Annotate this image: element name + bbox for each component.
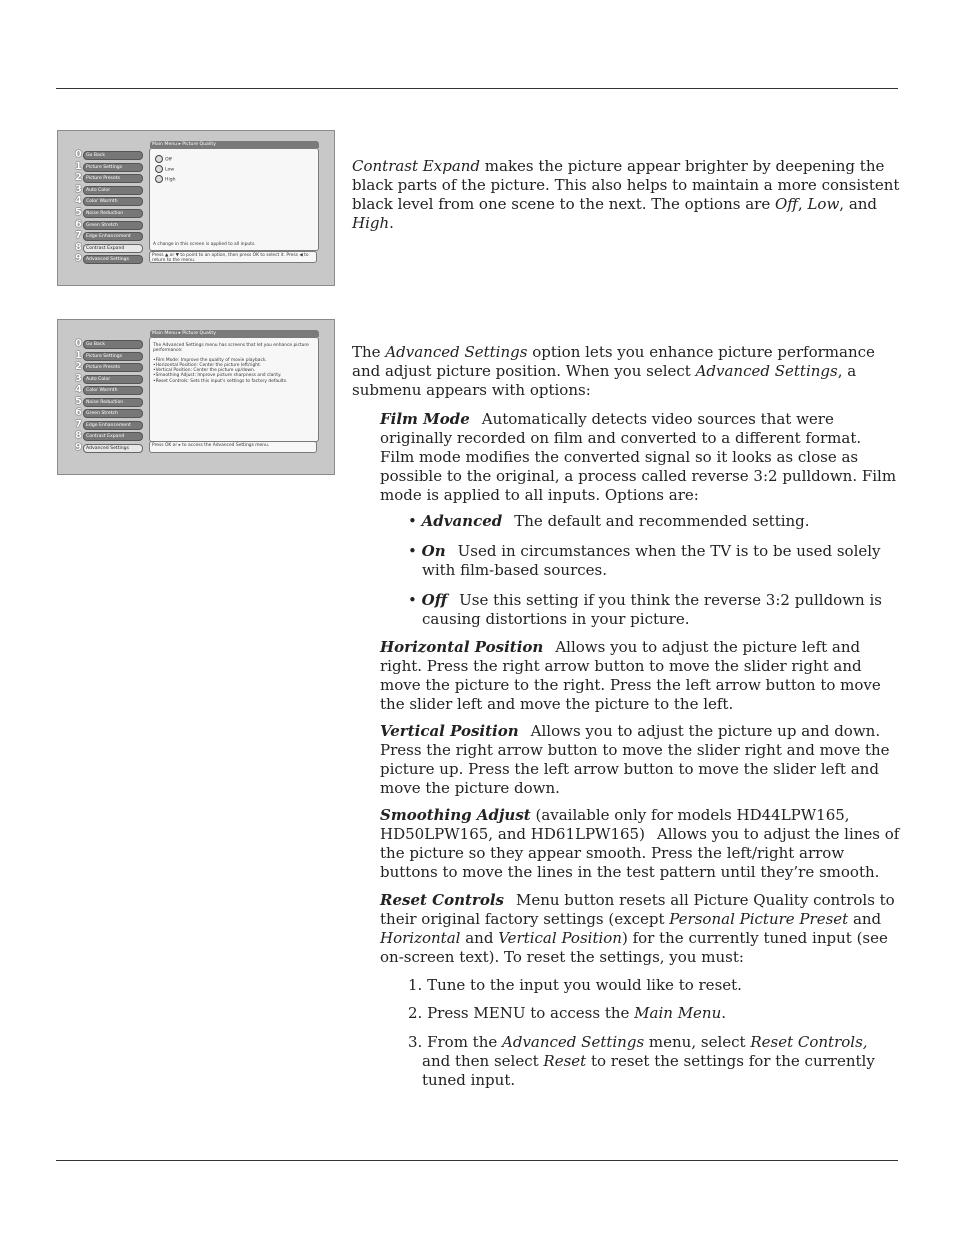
advanced-settings-paragraph: The Advanced Settings option lets you enhance picture performance and adjust picture position. When you select Advanced Settings, a submenu appears with options:	[352, 343, 875, 399]
panel-bullet: •Smoothing Adjust: Improve picture sharpness and clarity.	[153, 373, 282, 379]
menu-item[interactable]: 1 Picture Settings	[75, 162, 141, 174]
film-mode-option: • Advanced The default and recommended setting.	[408, 512, 810, 530]
menu-item[interactable]: 0 Go Back	[75, 150, 141, 162]
menu-item[interactable]: 7 Edge Enhancement	[75, 231, 141, 243]
reset-step-3: 3. From the Advanced Settings menu, select Reset Controls, and then select Reset to reset the settings for the currently tuned input.	[408, 1033, 875, 1089]
menu-item[interactable]: 6 Green Stretch	[75, 408, 141, 420]
menu-item[interactable]: 3 Auto Color	[75, 374, 141, 386]
menu-item[interactable]: 1 Picture Settings	[75, 351, 141, 363]
radio-icon	[155, 175, 163, 183]
panel-bullet: •Horizontal Position: Center the picture left/right.	[153, 362, 262, 368]
advanced-settings-screen	[57, 319, 335, 475]
menu-list	[75, 150, 141, 266]
menu-item-advanced-settings[interactable]: 9 Advanced Settings	[75, 443, 141, 455]
menu-item[interactable]: 5 Noise Reduction	[75, 397, 141, 409]
contrast-expand-paragraph: Contrast Expand makes the picture appear brighter by deepening the black parts of the picture. This also helps to maintain a more consistent black level from one scene to the next. The options are Off, Low, and High.	[352, 157, 900, 232]
menu-item-contrast-expand[interactable]: 8 Contrast Expand	[75, 243, 141, 255]
menu-item[interactable]: 5 Noise Reduction	[75, 208, 141, 220]
smoothing-adjust-paragraph: Smoothing Adjust (available only for models HD44LPW165, HD50LPW165, and HD61LPW165) Allows you to adjust the lines of the picture so they appear smooth. Press the left/right arrow buttons to move the lines in the test pattern until they’re smooth.	[380, 806, 900, 881]
panel-bullet: •Vertical Position: Center the picture up/down.	[153, 368, 256, 374]
menu-item[interactable]: 2 Picture Presets	[75, 362, 141, 374]
panel-bullet: •Film Mode: Improve the quality of movie playback.	[153, 357, 267, 363]
reset-step-2: 2. Press MENU to access the Main Menu.	[408, 1004, 727, 1022]
info-panel	[149, 337, 319, 442]
menu-item[interactable]: 8 Contrast Expand	[75, 431, 141, 443]
menu-item[interactable]: 0 Go Back	[75, 339, 141, 351]
option-off[interactable]: Off	[155, 155, 172, 163]
radio-icon	[155, 155, 163, 163]
menu-list	[75, 339, 141, 454]
menu-item[interactable]: 4 Color Warmth	[75, 196, 141, 208]
radio-icon	[155, 165, 163, 173]
menu-item[interactable]: 3 Auto Color	[75, 185, 141, 197]
film-mode-option: • Off Use this setting if you think the reverse 3:2 pulldown is causing distortions in your picture.	[408, 591, 882, 628]
reset-step-1: 1. Tune to the input you would like to reset.	[408, 976, 742, 994]
menu-item[interactable]: 9 Advanced Settings	[75, 254, 141, 266]
breadcrumb: Main Menu ▸ Picture Quality	[150, 330, 319, 337]
menu-item[interactable]: 7 Edge Enhancement	[75, 420, 141, 432]
top-rule	[56, 88, 898, 89]
panel-bullet: •Reset Controls: Sets this input's settings to factory defaults.	[153, 378, 288, 384]
reset-controls-paragraph: Reset Controls Menu button resets all Picture Quality controls to their original factory settings (except Personal Picture Preset and Horizontal and Vertical Position) for the currently tuned input (see on-screen text). To reset the settings, you must:	[380, 891, 895, 966]
contrast-expand-screen	[57, 130, 335, 286]
film-mode-paragraph: Film Mode Automatically detects video sources that were originally recorded on film and converted to a different format. Film mode modifies the converted signal so it looks as close as possible to the original, a process called reverse 3:2 pulldown. Film mode is applied to all inputs. Options are:	[380, 410, 897, 504]
panel-intro: The Advanced Settings menu has screens that let you enhance picture performance:	[153, 343, 309, 354]
options-panel	[149, 148, 319, 251]
menu-item[interactable]: 2 Picture Presets	[75, 173, 141, 185]
option-high[interactable]: High	[155, 175, 176, 183]
vertical-position-paragraph: Vertical Position Allows you to adjust the picture up and down. Press the right arrow button to move the slider right and move the picture up. Press the left arrow button to move the slider left and move the picture down.	[380, 722, 890, 797]
option-low[interactable]: Low	[155, 165, 174, 173]
hint-bar: Press OK or ▸ to access the Advanced Settings menu.	[149, 441, 317, 453]
horizontal-position-paragraph: Horizontal Position Allows you to adjust the picture left and right. Press the right arrow button to move the slider right and move the picture to the right. Press the left arrow button to move the slider left and move the picture to the left.	[380, 638, 881, 713]
panel-note: A change in this screen is applied to all inputs.	[153, 242, 256, 247]
menu-item[interactable]: 4 Color Warmth	[75, 385, 141, 397]
menu-item[interactable]: 6 Green Stretch	[75, 220, 141, 232]
breadcrumb: Main Menu ▸ Picture Quality	[150, 141, 319, 148]
hint-bar: Press ▲ or ▼ to point to an option, then press OK to select it. Press ◀ to return to the menu.	[149, 251, 317, 263]
bottom-rule	[56, 1160, 898, 1161]
film-mode-option: • On Used in circumstances when the TV is to be used solely with film-based sources.	[408, 542, 881, 579]
